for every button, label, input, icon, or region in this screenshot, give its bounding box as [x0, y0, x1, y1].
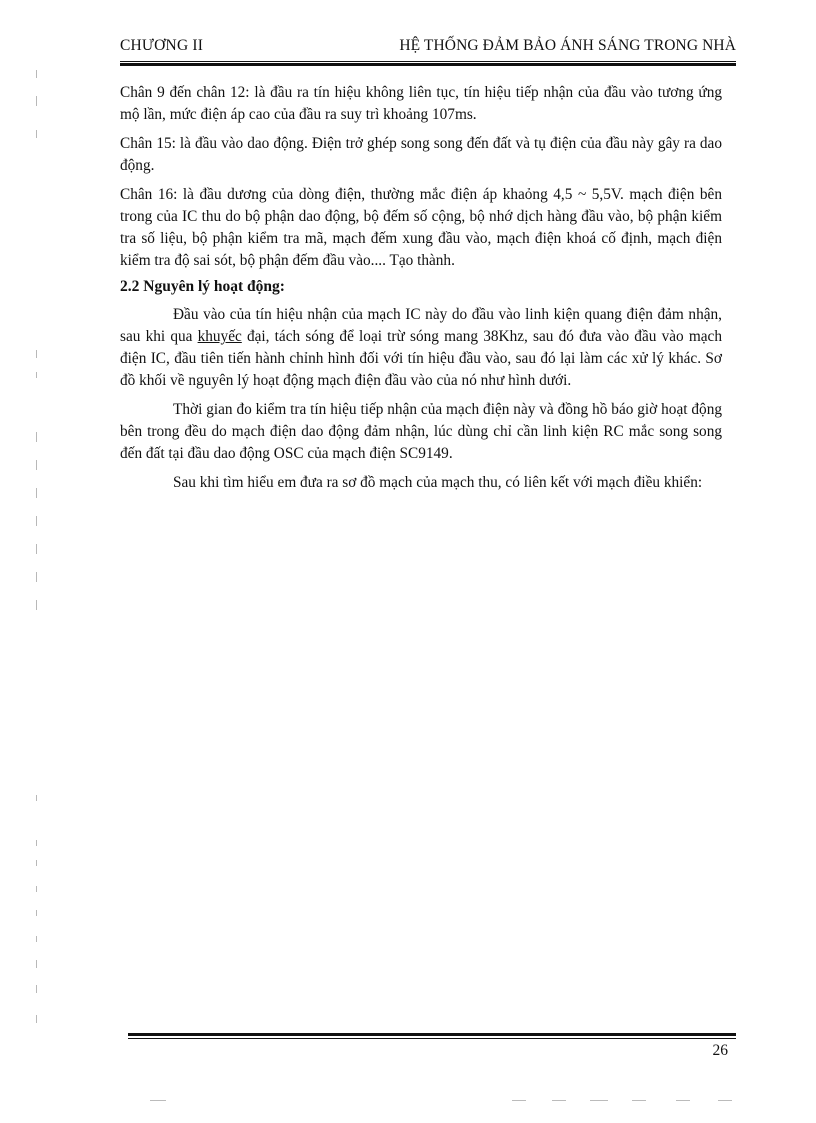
scan-dash [718, 1100, 732, 1101]
scan-mark [36, 96, 37, 106]
paragraph-operating-principle [120, 304, 722, 392]
scan-dash [552, 1100, 566, 1101]
scan-margin-marks [36, 60, 42, 1040]
scan-mark [36, 840, 37, 846]
paragraph-text-part: Đầu vào của tín hiệu nhận của mạch IC này do đầu vào linh kiện quang điện đảm nhận, sau khi qua [120, 306, 722, 345]
scan-mark [36, 432, 37, 442]
chapter-label: CHƯƠNG II [120, 37, 204, 54]
scan-mark [36, 910, 37, 916]
footer-rule-thin [128, 1038, 736, 1039]
scan-mark [36, 795, 37, 801]
page-header [120, 37, 736, 61]
paragraph-pin-9-12: Chân 9 đến chân 12: là đầu ra tín hiệu không liên tục, tín hiệu tiếp nhận của đầu vào tương ứng mộ lần, mức điện áp cao của đầu ra suy trì khoảng 107ms. [120, 84, 722, 123]
scan-mark [36, 130, 37, 138]
header-rule-thin [120, 61, 736, 62]
paragraph-timing: Thời gian đo kiểm tra tín hiệu tiếp nhận của mạch điện này và đồng hồ báo giờ hoạt động bên trong đều do mạch điện dao động đảm nhận, lúc dùng chỉ cần linh kiện RC mắc song song đến đất tại đầu dao động OSC của mạch điện SC9149. [120, 401, 722, 462]
paragraph-pin-16: Chân 16: là đầu dương của dòng điện, thường mắc điện áp khaỏng 4,5 ~ 5,5V. mạch điện bên trong của IC thu do bộ phận dao động, bộ đếm số cộng, bộ nhớ dịch hàng đầu vào, bộ phận kiểm tra số liệu, bộ phận kiểm tra mã, mạch đếm xung đầu vào, mạch điện khoá cố định, mạch điện kiểm tra độ sai sót, bộ phận đếm đầu vào.... Tạo thành. [120, 186, 722, 269]
scan-dash [632, 1100, 646, 1101]
page-body [120, 82, 722, 499]
section-heading: 2.2 Nguyên lý hoạt động: [120, 278, 285, 295]
scan-mark [36, 516, 37, 526]
scan-dash [590, 1100, 608, 1101]
scan-mark [36, 488, 37, 498]
scan-mark [36, 350, 37, 358]
chapter-title: HỆ THỐNG ĐẢM BẢO ÁNH SÁNG TRONG NHÀ [399, 37, 736, 54]
scan-dash [676, 1100, 690, 1101]
scan-mark [36, 936, 37, 942]
scan-mark [36, 600, 37, 610]
paragraph-pin-15: Chân 15: là đầu vào dao động. Điện trở ghép song song đến đất và tụ điện của đầu này gây ra dao động. [120, 135, 722, 174]
scan-mark [36, 544, 37, 554]
paragraph-text-part: đại, tách sóng để loại trừ sóng mang 38Khz, sau đó đưa vào đầu vào mạch điện IC, đầu tiên tiến hành chỉnh hình đối với tín hiệu đầu vào, sau đó lại làm các xử lý khác. Sơ đồ khối về nguyên lý hoạt động mạch điện đầu vào của nó như hình dưới. [120, 328, 722, 389]
footer-rule-thick [128, 1033, 736, 1036]
scan-mark [36, 70, 37, 78]
scan-dash [512, 1100, 526, 1101]
scan-mark [36, 1015, 37, 1023]
scan-mark [36, 572, 37, 582]
paragraph-circuit-intro: Sau khi tìm hiểu em đưa ra sơ đồ mạch của mạch thu, có liên kết với mạch điều khiển: [173, 474, 703, 491]
scan-mark [36, 372, 37, 378]
page-number: 26 [712, 1042, 728, 1059]
scan-mark [36, 460, 37, 470]
scan-mark [36, 860, 37, 866]
scan-mark [36, 960, 37, 968]
scan-mark [36, 886, 37, 892]
underlined-word: khuyếc [197, 328, 242, 345]
scan-mark [36, 985, 37, 993]
header-rule-thick [120, 63, 736, 66]
scan-dash [150, 1100, 166, 1101]
